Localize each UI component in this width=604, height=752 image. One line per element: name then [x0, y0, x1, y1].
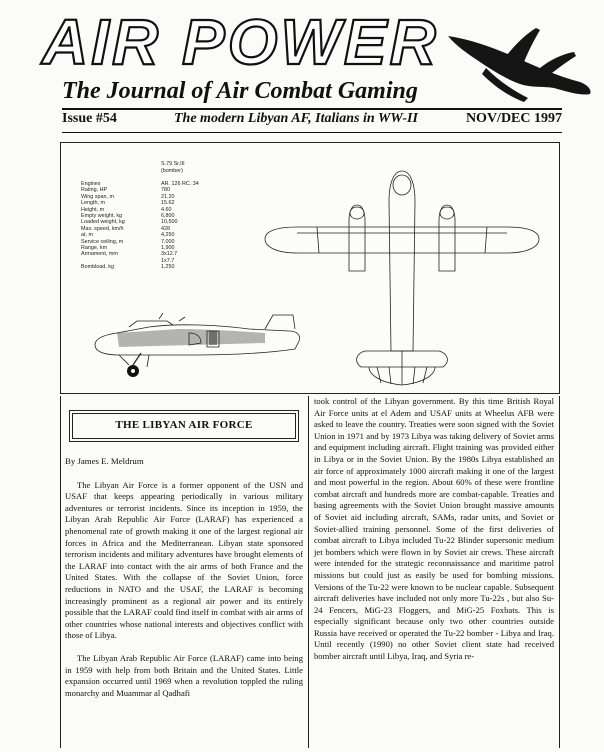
issue-number: Issue #54: [62, 111, 117, 126]
article-column-right: [314, 396, 554, 663]
spec-value: 428: [161, 225, 170, 232]
spec-value: 1,250: [161, 264, 175, 271]
article-column-left: [65, 396, 303, 699]
spec-label: Engines: [81, 181, 101, 187]
spec-value: 15.62: [161, 200, 175, 207]
magazine-title: AIR POWER: [42, 6, 439, 78]
spec-label: Rating, HP: [81, 187, 108, 194]
spec-value: 780: [161, 187, 170, 194]
article-paragraph: took control of the Libyan government. By this time British Royal Air Force units at el Adem and USAF units at Wheelus AFB were asked to leave the country. Treaties were soon signed with the Soviet Union in 1971 and by 1973 Libya was taking delivery of Soviet arms and equipment including aircraft. Flight training was provided either in Libya or in the Soviet Union. By the 1980s Libya established an air force of approximately 1000 aircraft making it one of the largest and most powerful in the region. About 60% of these were frontline combat aircraft and hundreds more are combat-capable. Treaties and basing agreements with the Soviet Union brought massive amounts of Soviet aid including aircraft, SAMs, radar units, and Soviet or Soviet-allied training personnel. Some of the first deliveries of combat aircraft to Libya included Tu-22 Blinder supersonic medium jet bombers which were flown in by Soviet air crews. These aircraft were intended for the strategic reconnaissance and maritime patrol missions but could just as easily be used for bombing missions. Versions of the Tu-22 were known to be nuclear capable. Subsequent aircraft deliveries have included not only more Tu-22s , but also Su-24 Fencers, MiG-23 Floggers, and MiG-25 Foxbats. This is especially significant because only two other countries outside Russia have received or operated the Tu-22 bomber - Libya and Iraq. Until recently (1990) no other Soviet client state had received bomber aircraft until Libya, Iraq, and Syria re-: [314, 396, 554, 662]
spec-label: Height, m: [81, 206, 105, 213]
spec-value: 6,800: [161, 213, 175, 219]
aircraft-role: (bomber): [161, 168, 183, 174]
spec-value: 10,500: [161, 219, 178, 226]
spec-label: Empty weight, kg: [81, 213, 123, 219]
article-byline: By James E. Meldrum: [65, 456, 144, 466]
column-divider: [308, 396, 309, 748]
spec-label: Armament, mm: [81, 251, 118, 258]
magazine-subtitle: The Journal of Air Combat Gaming: [62, 78, 418, 104]
spec-label: Max. speed, km/h: [81, 225, 124, 232]
spec-value: 1x7.7: [161, 257, 175, 264]
spec-label: Wing span, m: [81, 193, 114, 200]
article-paragraph: The Libyan Air Force is a former opponent of the USN and USAF that keeps appearing periodically in various military adventures or terrorist incidents. Since its inception in 1959, the Libyan Arab Republic Air Force (LARAF) has experienced a phenomenal rate of growth making it one of the largest regional air forces in Africa and the Mediterranean. Libyan state sponsored terrorism incidents and military adventures have brought elements of the LARAF into contact with the air arms of both France and the United States. With the collapse of the Soviet Union, force reductions in NATO and the USAF, the LARAF is becoming increasingly prominent as a regional air power and its entirely possible that the LARAF could find itself in combat with air arms of other countries whose national interests and objectives conflict with those of Libya.: [65, 479, 303, 641]
issue-topic: The modern Libyan AF, Italians in WW-II: [174, 111, 418, 126]
spec-value: 1,900: [161, 245, 175, 251]
aircraft-illustration-box: [60, 142, 560, 394]
spec-value: 4.60: [161, 206, 172, 213]
spec-label: Service ceiling, m: [81, 238, 124, 245]
article-title: THE LIBYAN AIR FORCE: [115, 419, 253, 432]
spec-value: 21.20: [161, 193, 175, 200]
spec-label: Range, km: [81, 245, 108, 251]
spec-label: Length, m: [81, 200, 105, 207]
article-title-box: [69, 410, 299, 442]
spec-value: 4,250: [161, 232, 175, 239]
jet-silhouette-icon: [446, 22, 594, 108]
aircraft-name: S.79 Sr.III: [161, 161, 185, 167]
spec-value: 3x12.7: [161, 251, 178, 258]
spec-label: Loaded weight, kg: [81, 219, 125, 226]
masthead: [0, 0, 604, 140]
issue-bar: [62, 108, 562, 133]
spec-label: Bombload, kg: [81, 264, 114, 271]
issue-date: NOV/DEC 1997: [465, 111, 562, 126]
article-paragraph: The Libyan Arab Republic Air Force (LARAF) came into being in 1959 with help from both Britain and the United States. Little expansion occurred until 1969 when a revolution toppled the ruling monarchy and Muammar al Qadhafi: [65, 652, 303, 698]
article-area: [60, 396, 560, 748]
spec-value: AR. 126 RC. 34: [161, 181, 199, 187]
aircraft-side-view-drawing: [89, 313, 305, 383]
spec-value: 7,000: [161, 238, 175, 245]
spec-label: at, m: [81, 232, 93, 239]
